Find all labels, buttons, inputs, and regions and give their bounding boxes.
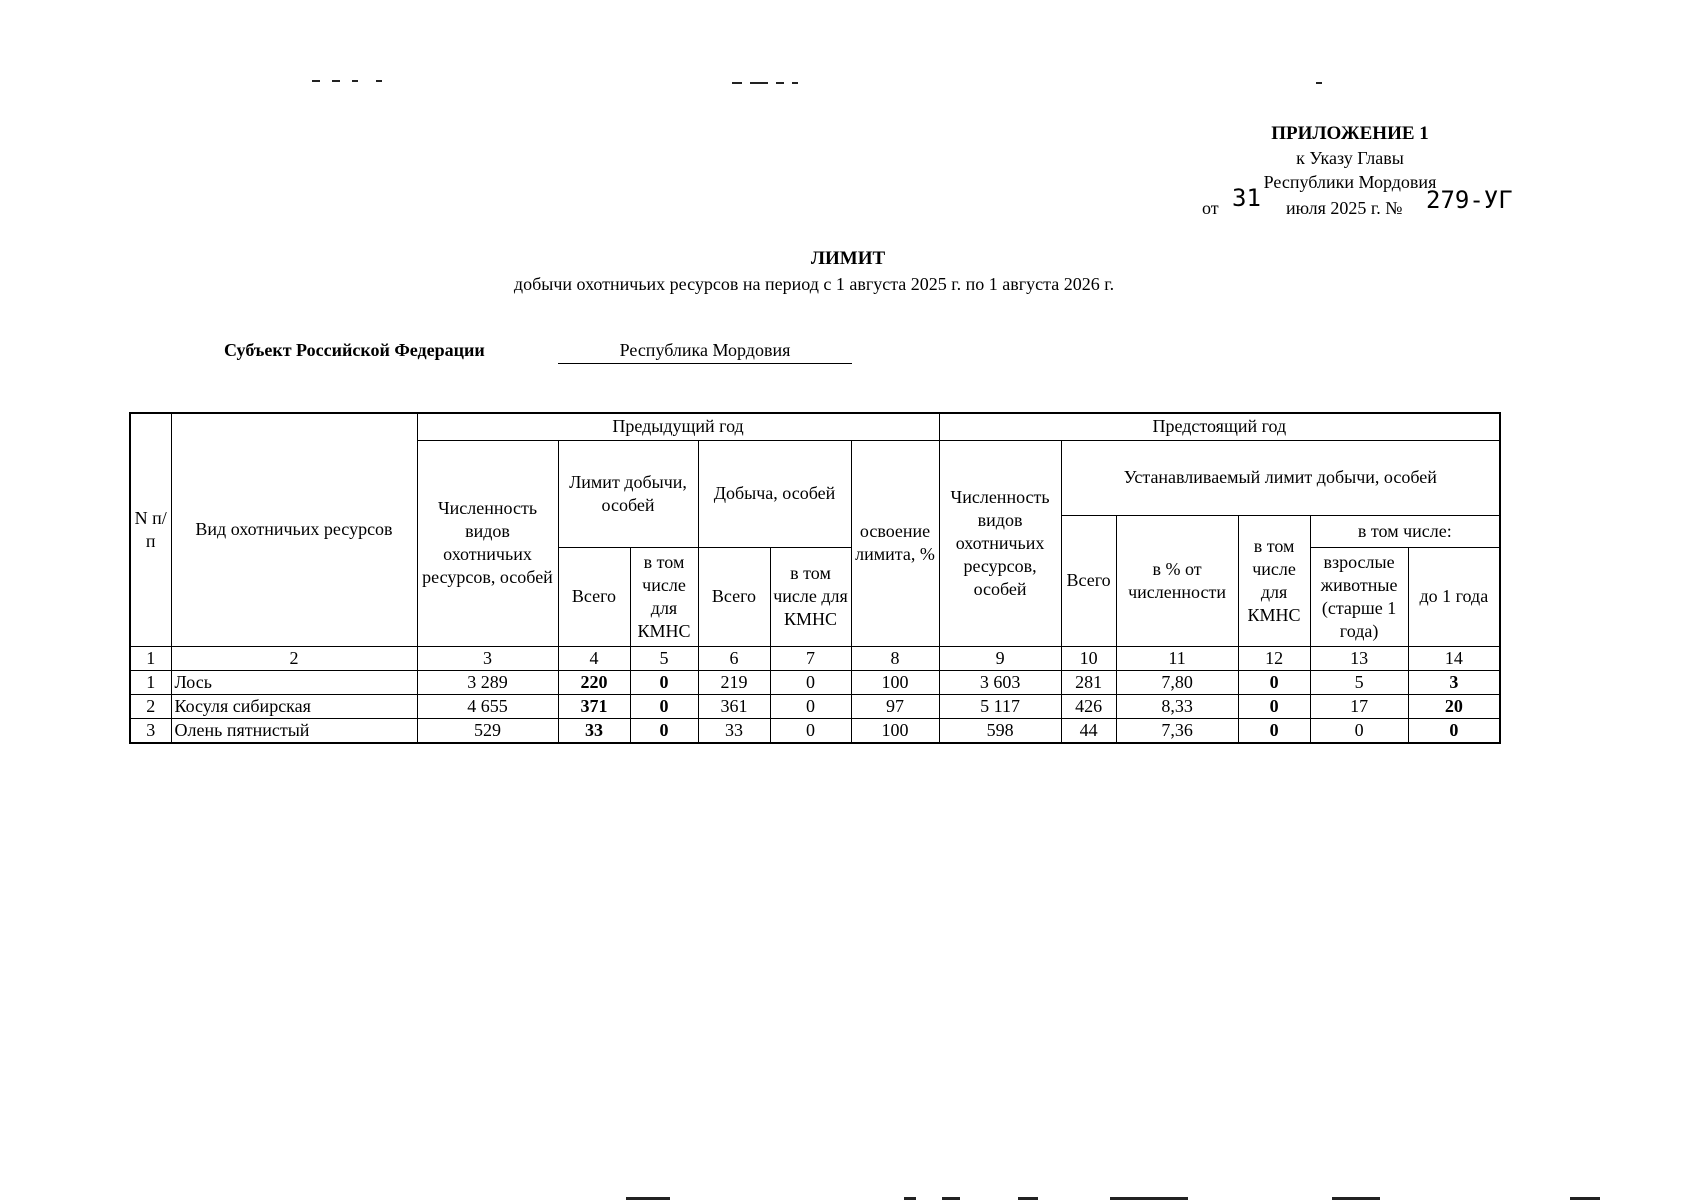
column-number: 6	[698, 646, 770, 670]
header-population: Численность видов охотничьих ресурсов, особей	[417, 440, 558, 646]
column-number: 9	[939, 646, 1061, 670]
row-number: 3	[130, 718, 171, 743]
row-usage: 100	[851, 670, 939, 694]
row-next-kmns: 0	[1238, 670, 1310, 694]
column-number: 10	[1061, 646, 1116, 670]
header-prev-limit: Лимит добычи, особей	[558, 440, 698, 547]
row-harvest-total: 219	[698, 670, 770, 694]
scan-mark	[1316, 82, 1322, 84]
row-next-total: 44	[1061, 718, 1116, 743]
date-month-year: июля 2025 г. №	[1286, 198, 1403, 218]
row-usage: 100	[851, 718, 939, 743]
row-next-kmns: 0	[1238, 718, 1310, 743]
scan-mark	[352, 80, 358, 82]
row-next-total: 281	[1061, 670, 1116, 694]
column-number: 4	[558, 646, 630, 670]
row-percent: 7,80	[1116, 670, 1238, 694]
header-set-limit: Устанавливаемый лимит добычи, особей	[1061, 440, 1500, 515]
scan-mark	[792, 82, 798, 84]
appendix-title: ПРИЛОЖЕНИЕ 1	[1271, 123, 1429, 144]
row-species: Косуля сибирская	[171, 694, 417, 718]
row-next-population: 3 603	[939, 670, 1061, 694]
document-title: ЛИМИТ	[810, 248, 886, 269]
column-number: 3	[417, 646, 558, 670]
column-number: 12	[1238, 646, 1310, 670]
row-percent: 7,36	[1116, 718, 1238, 743]
row-number: 1	[130, 670, 171, 694]
header-harvest: Добыча, особей	[698, 440, 851, 547]
row-species: Олень пятнистый	[171, 718, 417, 743]
row-population: 4 655	[417, 694, 558, 718]
document-subtitle: добычи охотничьих ресурсов на период с 1 августа 2025 г. по 1 августа 2026 г.	[513, 274, 1115, 294]
appendix-line-2: Республики Мордовия	[1263, 172, 1437, 192]
header-under-one: до 1 года	[1408, 547, 1500, 646]
subject-value: Республика Мордовия	[558, 340, 852, 364]
row-harvest-kmns: 0	[770, 670, 851, 694]
appendix-dateline	[1190, 184, 1513, 224]
header-harvest-kmns: в том числе для КМНС	[770, 547, 851, 646]
row-prev-limit-kmns: 0	[630, 718, 698, 743]
row-adults: 5	[1310, 670, 1408, 694]
row-harvest-kmns: 0	[770, 718, 851, 743]
header-prev-limit-kmns: в том числе для КМНС	[630, 547, 698, 646]
row-next-population: 5 117	[939, 694, 1061, 718]
scan-mark	[332, 80, 340, 82]
header-adults: взрослые животные (старше 1 года)	[1310, 547, 1408, 646]
column-number: 13	[1310, 646, 1408, 670]
row-adults: 0	[1310, 718, 1408, 743]
row-harvest-kmns: 0	[770, 694, 851, 718]
header-including: в том числе:	[1310, 515, 1500, 547]
header-species: Вид охотничьих ресурсов	[171, 413, 417, 646]
header-harvest-total: Всего	[698, 547, 770, 646]
row-under-one: 0	[1408, 718, 1500, 743]
column-number: 11	[1116, 646, 1238, 670]
row-usage: 97	[851, 694, 939, 718]
row-under-one: 3	[1408, 670, 1500, 694]
row-prev-limit-kmns: 0	[630, 694, 698, 718]
row-percent: 8,33	[1116, 694, 1238, 718]
row-harvest-total: 33	[698, 718, 770, 743]
appendix-block	[1190, 122, 1513, 224]
row-prev-limit-total: 371	[558, 694, 630, 718]
row-number: 2	[130, 694, 171, 718]
column-number: 5	[630, 646, 698, 670]
header-next-total: Всего	[1061, 515, 1116, 646]
row-under-one: 20	[1408, 694, 1500, 718]
table-row	[130, 670, 1500, 694]
header-prev-limit-total: Всего	[558, 547, 630, 646]
header-next-population: Численность видов охотничьих ресурсов, особей	[939, 440, 1061, 646]
row-population: 529	[417, 718, 558, 743]
column-number: 1	[130, 646, 171, 670]
row-prev-limit-total: 33	[558, 718, 630, 743]
subject-label: Субъект Российской Федерации	[224, 340, 485, 360]
scan-mark	[732, 82, 742, 84]
column-number: 2	[171, 646, 417, 670]
header-num: N п/п	[130, 413, 171, 646]
column-number: 14	[1408, 646, 1500, 670]
decree-number: 279-УГ	[1426, 186, 1513, 214]
row-next-kmns: 0	[1238, 694, 1310, 718]
scan-mark	[776, 82, 784, 84]
row-species: Лось	[171, 670, 417, 694]
table-row	[130, 718, 1500, 743]
header-prev-year: Предыдущий год	[417, 413, 939, 440]
header-next-kmns: в том числе для КМНС	[1238, 515, 1310, 646]
table-row	[130, 694, 1500, 718]
row-prev-limit-total: 220	[558, 670, 630, 694]
row-harvest-total: 361	[698, 694, 770, 718]
row-population: 3 289	[417, 670, 558, 694]
scan-mark	[312, 80, 320, 82]
header-percent-of-population: в % от численности	[1116, 515, 1238, 646]
header-usage: освоение лимита, %	[851, 440, 939, 646]
scan-mark	[376, 80, 382, 82]
row-next-population: 598	[939, 718, 1061, 743]
column-number: 8	[851, 646, 939, 670]
appendix-line-1: к Указу Главы	[1296, 148, 1404, 168]
column-number-row	[130, 646, 1500, 670]
row-adults: 17	[1310, 694, 1408, 718]
header-next-year: Предстоящий год	[939, 413, 1500, 440]
date-day: 31	[1232, 184, 1261, 212]
column-number: 7	[770, 646, 851, 670]
limits-table	[129, 412, 1501, 744]
scan-mark	[750, 82, 768, 84]
row-prev-limit-kmns: 0	[630, 670, 698, 694]
row-next-total: 426	[1061, 694, 1116, 718]
date-prefix: от	[1202, 198, 1219, 218]
